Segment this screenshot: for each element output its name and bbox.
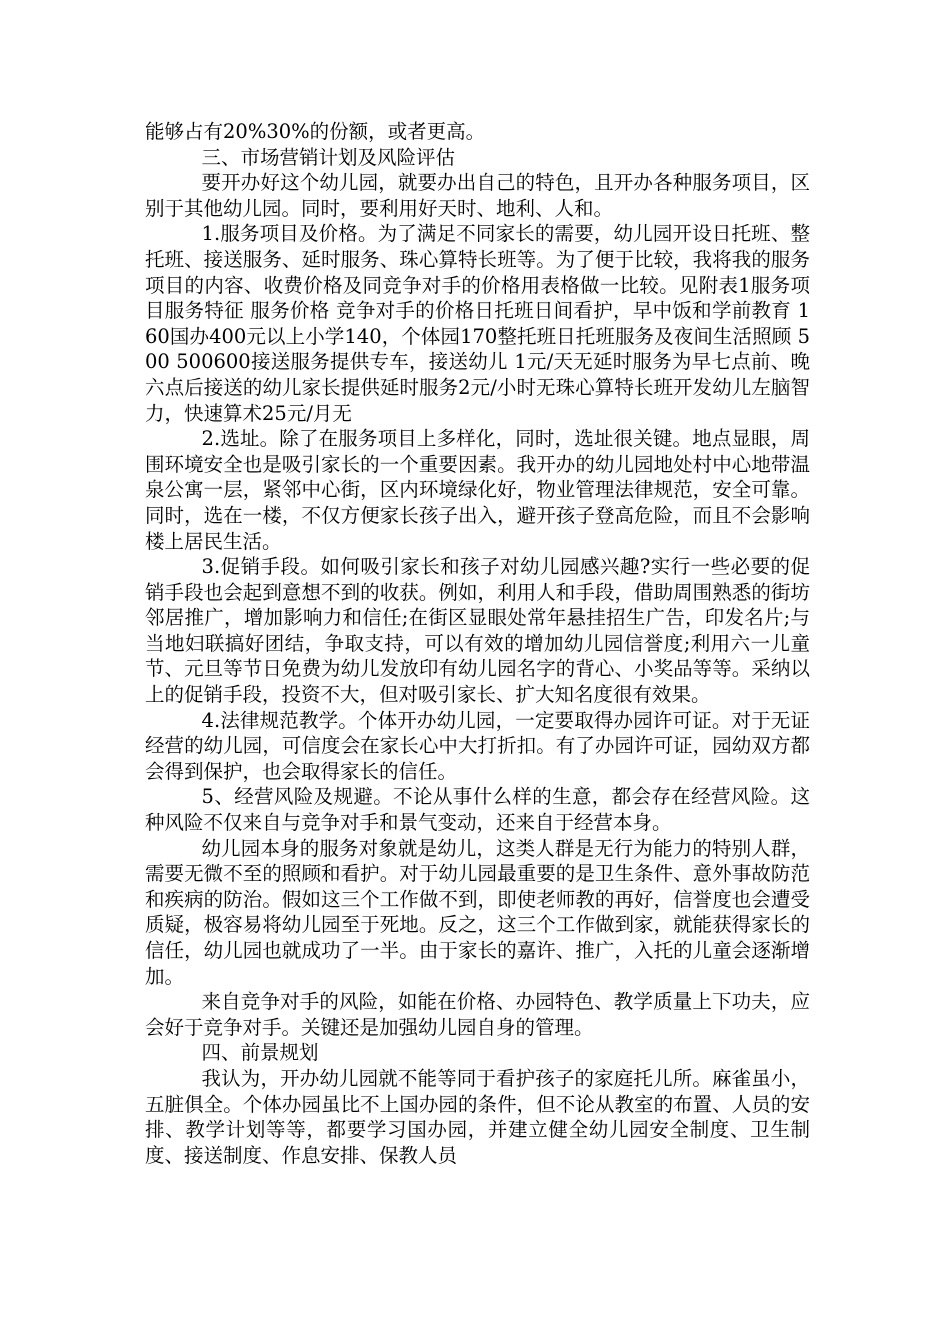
paragraph-promotion: 3.促销手段。如何吸引家长和孩子对幼儿园感兴趣?实行一些必要的促销手段也会起到意想不到的收获。例如，利用人和手段，借助周围熟悉的街坊邻居推广，增加影响力和信任;在街区显眼处常年悬挂招生广告，印发名片;与当地妇联搞好团结，争取支持，可以有效的增加幼儿园信誉度;利用六一儿童节、元旦等节日免费为幼儿发放印有幼儿园名字的背心、小奖品等等。采纳以上的促销手段，投资不大，但对吸引家长、扩大知名度很有效果。 [145, 555, 810, 707]
document-body [145, 119, 810, 1168]
paragraph-competitor-risk: 来自竞争对手的风险，如能在价格、办园特色、教学质量上下功夫，应会好于竞争对手。关键还是加强幼儿园自身的管理。 [145, 990, 810, 1039]
paragraph-location: 2.选址。除了在服务项目上多样化，同时，选址很关键。地点显眼，周围环境安全也是吸引家长的一个重要因素。我开办的幼儿园地处村中心地带温泉公寓一层，紧邻中心街，区内环境绿化好，物业管理法律规范，安全可靠。同时，选在一楼，不仅方便家长孩子出入，避开孩子登高危险，而且不会影响楼上居民生活。 [145, 427, 810, 553]
paragraph-continuation: 能够占有20%30%的份额，或者更高。 [145, 120, 486, 143]
paragraph-outlook: 我认为，开办幼儿园就不能等同于看护孩子的家庭托儿所。麻雀虽小，五脏俱全。个体办园虽比不上国办园的条件，但不论从教室的布置、人员的安排、教学计划等等，都要学习国办园，并建立健全幼儿园安全制度、卫生制度、接送制度、作息安排、保教人员 [145, 1066, 810, 1167]
section-heading-outlook: 四、前景规划 [201, 1041, 319, 1065]
paragraph-intro: 要开办好这个幼儿园，就要办出自己的特色，且开办各种服务项目，区别于其他幼儿园。同时，要利用好天时、地利、人和。 [145, 171, 810, 220]
paragraph-risk-detail: 幼儿园本身的服务对象就是幼儿，这类人群是无行为能力的特别人群，需要无微不至的照顾和看护。对于幼儿园最重要的是卫生条件、意外事故防范和疾病的防治。假如这三个工作做不到，即使老师教的再好，信誉度也会遭受质疑，极容易将幼儿园至于死地。反之，这三个工作做到家，就能获得家长的信任，幼儿园也就成功了一半。由于家长的嘉许、推广，入托的儿童会逐渐增加。 [145, 836, 810, 988]
paragraph-risk: 5、经营风险及规避。不论从事什么样的生意，都会存在经营风险。这种风险不仅来自与竞争对手和景气变动，还来自于经营本身。 [145, 785, 810, 835]
paragraph-services-prices: 1.服务项目及价格。为了满足不同家长的需要，幼儿园开设日托班、整托班、接送服务、延时服务、珠心算特长班等。为了便于比较，我将我的服务项目的内容、收费价格及同竞争对手的价格用表格做一比较。见附表1服务项目服务特征 服务价格 竞争对手的价格日托班日间看护，早中饭和学前教育 160国办400元以上小学140，个体园170整托班日托班服务及夜间生活照顾 500 500600接送服务提供专车，接送幼儿 1元/天无延时服务为早七点前、晚六点后接送的幼儿家长提供延时服务2元/小时无珠心算特长班开发幼儿左脑智力，快速算术25元/月无 [145, 222, 810, 425]
paragraph-legal: 4.法律规范教学。个体开办幼儿园，一定要取得办园许可证。对于无证经营的幼儿园，可信度会在家长心中大打折扣。有了办园许可证，园幼双方都会得到保护，也会取得家长的信任。 [145, 708, 810, 783]
section-heading-marketing-plan: 三、市场营销计划及风险评估 [201, 145, 456, 169]
